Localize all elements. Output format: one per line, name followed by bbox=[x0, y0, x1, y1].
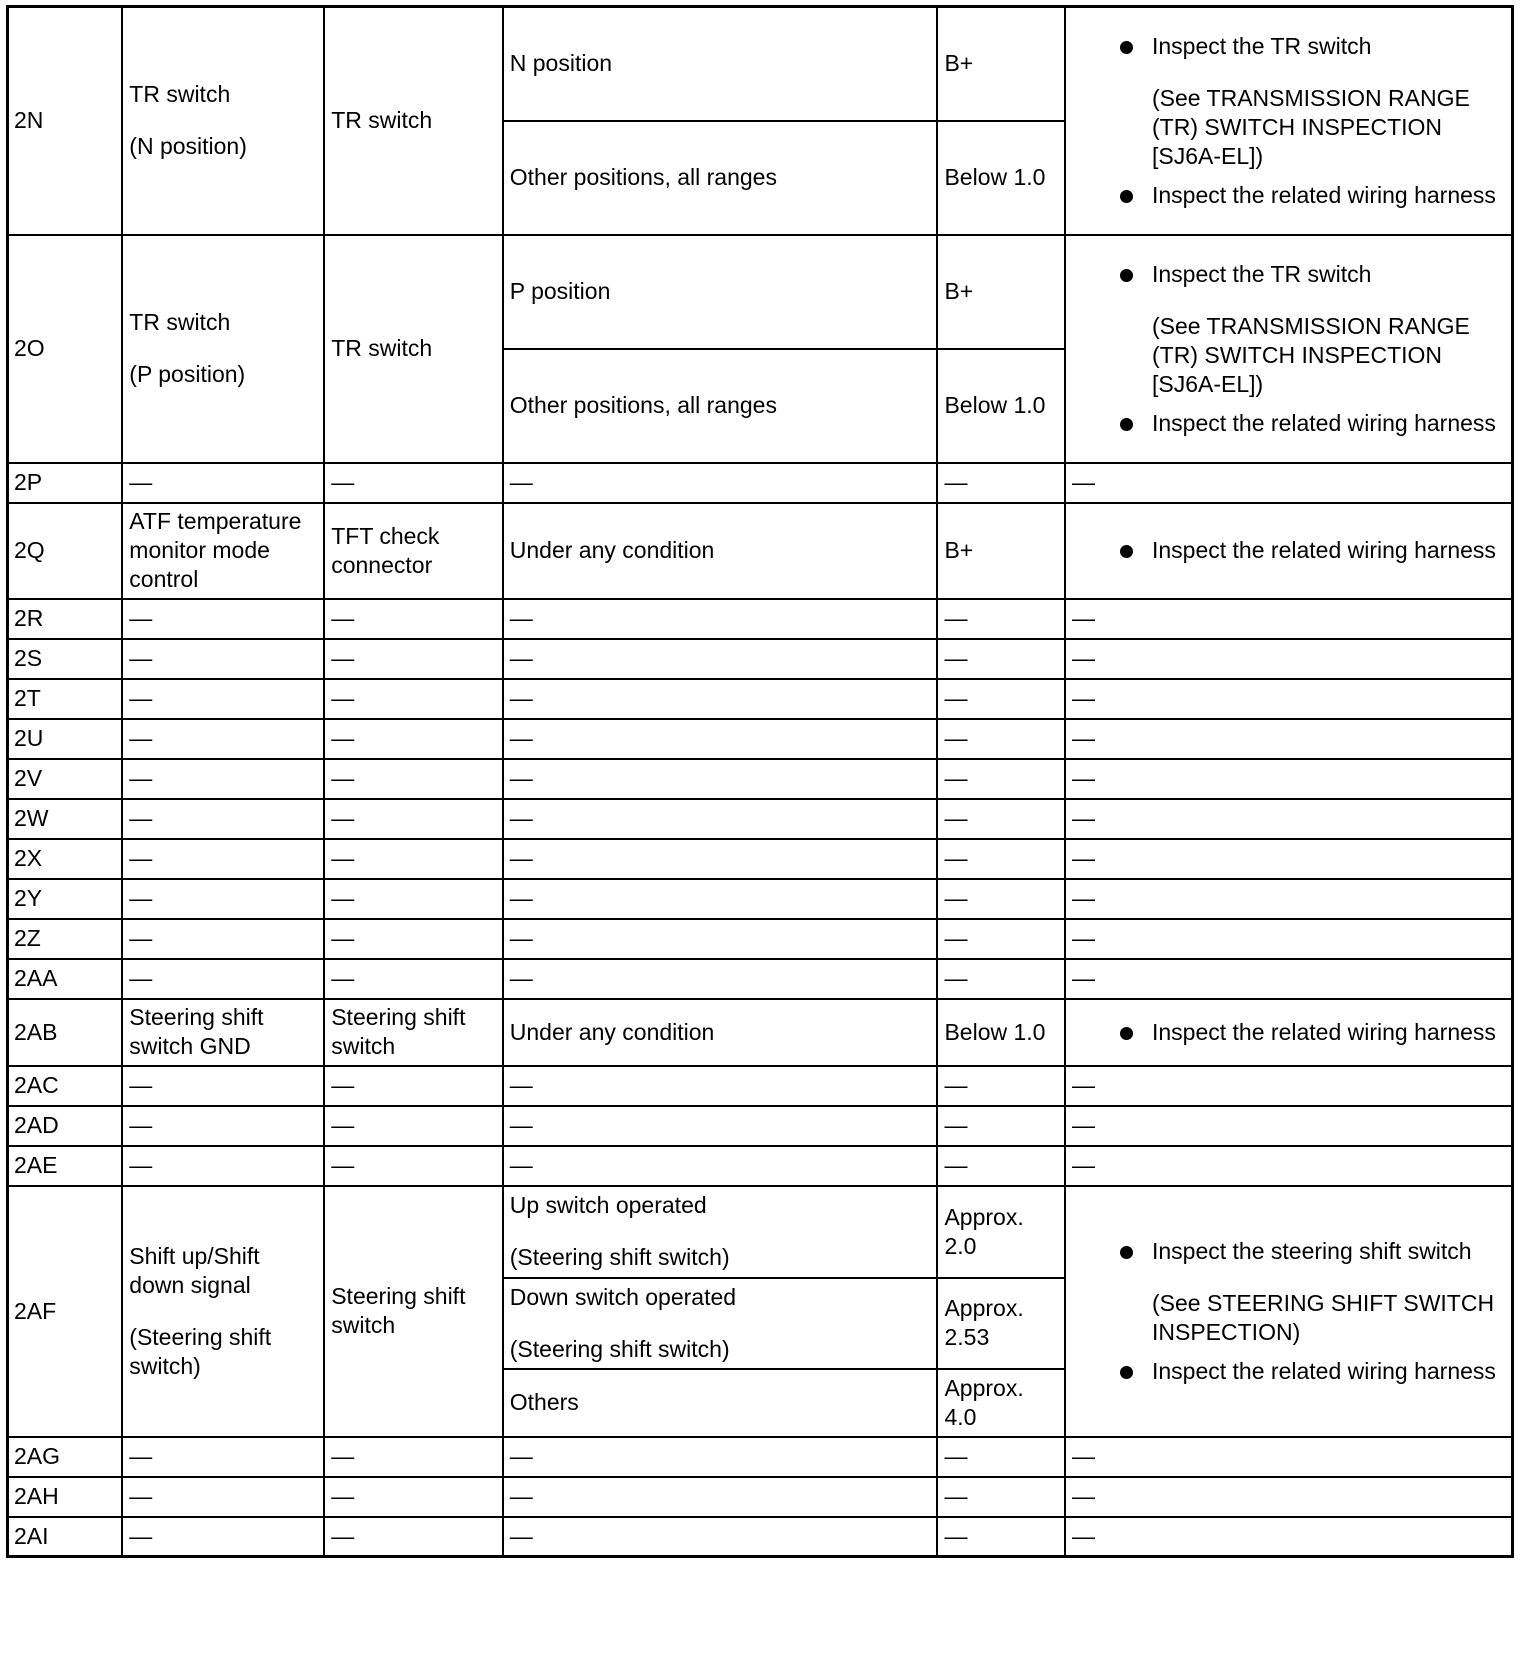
standard-value-cell: — bbox=[937, 759, 1065, 799]
measurement-item-cell: — bbox=[324, 759, 503, 799]
table-row bbox=[8, 1146, 1513, 1186]
measurement-condition-cell bbox=[503, 7, 938, 121]
action-cell: — bbox=[1065, 1437, 1513, 1477]
connected-to-cell: — bbox=[122, 679, 324, 719]
condition-text: Down switch operated bbox=[509, 1283, 737, 1310]
standard-value-cell: — bbox=[937, 1517, 1065, 1557]
standard-value-cell: — bbox=[937, 959, 1065, 999]
standard-value-cell: Below 1.0 bbox=[937, 999, 1065, 1066]
connected-to-cell: — bbox=[122, 599, 324, 639]
connected-to-cell: — bbox=[122, 959, 324, 999]
measurement-condition-cell: — bbox=[503, 639, 938, 679]
measurement-item-cell: — bbox=[324, 1106, 503, 1146]
measurement-item-cell: — bbox=[324, 1437, 503, 1477]
condition-text: Under any condition bbox=[509, 537, 715, 563]
connected-to-text: Steering shift switch GND bbox=[129, 1004, 264, 1059]
connected-to-text: ATF temperature monitor mode control bbox=[129, 508, 302, 592]
action-list bbox=[1072, 1237, 1505, 1386]
action-note: (See TRANSMISSION RANGE (TR) SWITCH INSPECTION [SJ6A-EL]) bbox=[1152, 312, 1470, 397]
action-note: (See TRANSMISSION RANGE (TR) SWITCH INSPECTION [SJ6A-EL]) bbox=[1152, 84, 1470, 169]
action-cell: — bbox=[1065, 639, 1513, 679]
terminal-cell: 2S bbox=[8, 639, 123, 679]
action-item bbox=[1072, 536, 1505, 565]
standard-value-cell: B+ bbox=[937, 503, 1065, 599]
action-cell: — bbox=[1065, 719, 1513, 759]
table-row bbox=[8, 235, 1513, 349]
measurement-item-cell: — bbox=[324, 879, 503, 919]
terminal-cell: 2P bbox=[8, 463, 123, 503]
action-item bbox=[1072, 409, 1505, 438]
measurement-condition-cell bbox=[503, 349, 938, 463]
measurement-item-cell: — bbox=[324, 679, 503, 719]
action-cell: — bbox=[1065, 1146, 1513, 1186]
standard-value-cell: — bbox=[937, 1477, 1065, 1517]
table-row bbox=[8, 1066, 1513, 1106]
action-cell: — bbox=[1065, 919, 1513, 959]
measurement-condition-cell: — bbox=[503, 1066, 938, 1106]
standard-value-cell: — bbox=[937, 463, 1065, 503]
measurement-item-cell: — bbox=[324, 719, 503, 759]
action-text: Inspect the related wiring harness bbox=[1152, 409, 1496, 436]
action-item bbox=[1072, 32, 1505, 171]
standard-value-cell: — bbox=[937, 839, 1065, 879]
action-cell: — bbox=[1065, 463, 1513, 503]
table-row bbox=[8, 503, 1513, 599]
table-row bbox=[8, 599, 1513, 639]
action-item bbox=[1072, 1357, 1505, 1386]
table-row bbox=[8, 719, 1513, 759]
action-cell: — bbox=[1065, 1066, 1513, 1106]
table-row bbox=[8, 7, 1513, 121]
standard-value-cell: Below 1.0 bbox=[937, 121, 1065, 235]
table-row bbox=[8, 799, 1513, 839]
measurement-item-cell: — bbox=[324, 919, 503, 959]
measurement-item-cell: Steering shift switch bbox=[324, 999, 503, 1066]
terminal-cell: 2Y bbox=[8, 879, 123, 919]
action-cell bbox=[1065, 235, 1513, 463]
action-text: Inspect the TR switch bbox=[1152, 32, 1372, 59]
measurement-item-cell: Steering shift switch bbox=[324, 1186, 503, 1437]
standard-value-cell: — bbox=[937, 919, 1065, 959]
standard-value-cell: — bbox=[937, 639, 1065, 679]
terminal-cell: 2AC bbox=[8, 1066, 123, 1106]
action-text: Inspect the related wiring harness bbox=[1152, 537, 1496, 563]
table-row bbox=[8, 879, 1513, 919]
bullet-icon bbox=[1120, 418, 1133, 431]
action-cell: — bbox=[1065, 1477, 1513, 1517]
measurement-condition-cell: — bbox=[503, 1106, 938, 1146]
standard-value-cell: — bbox=[937, 1066, 1065, 1106]
connected-to-cell: — bbox=[122, 759, 324, 799]
standard-value-cell: Below 1.0 bbox=[937, 349, 1065, 463]
terminal-cell: 2U bbox=[8, 719, 123, 759]
standard-value-cell: — bbox=[937, 1106, 1065, 1146]
connected-to-text: (N position) bbox=[129, 133, 247, 160]
connected-to-cell: — bbox=[122, 1146, 324, 1186]
table-row bbox=[8, 679, 1513, 719]
action-cell: — bbox=[1065, 759, 1513, 799]
table-row bbox=[8, 1106, 1513, 1146]
action-cell: — bbox=[1065, 1517, 1513, 1557]
measurement-item-cell: TR switch bbox=[324, 7, 503, 235]
measurement-item-cell: — bbox=[324, 959, 503, 999]
terminal-cell: 2N bbox=[8, 7, 123, 235]
terminal-cell: 2W bbox=[8, 799, 123, 839]
measurement-item-cell: TR switch bbox=[324, 235, 503, 463]
standard-value-cell: Approx. 2.53 bbox=[937, 1278, 1065, 1369]
bullet-icon bbox=[1120, 545, 1133, 558]
connected-to-cell: — bbox=[122, 1106, 324, 1146]
action-cell: — bbox=[1065, 1106, 1513, 1146]
condition-text: N position bbox=[509, 50, 613, 77]
table-row bbox=[8, 639, 1513, 679]
measurement-item-cell: — bbox=[324, 463, 503, 503]
measurement-condition-cell: — bbox=[503, 679, 938, 719]
measurement-condition-cell bbox=[503, 1369, 938, 1437]
standard-value-cell: — bbox=[937, 1437, 1065, 1477]
bullet-icon bbox=[1120, 41, 1133, 54]
terminal-cell: 2Q bbox=[8, 503, 123, 599]
action-item bbox=[1072, 1237, 1505, 1347]
measurement-condition-cell: — bbox=[503, 1517, 938, 1557]
action-item bbox=[1072, 260, 1505, 399]
standard-value-cell: B+ bbox=[937, 235, 1065, 349]
connected-to-text: (Steering shift switch) bbox=[129, 1323, 272, 1379]
table-row bbox=[8, 1517, 1513, 1557]
bullet-icon bbox=[1120, 1246, 1133, 1259]
table-row bbox=[8, 1186, 1513, 1278]
measurement-condition-cell bbox=[503, 1278, 938, 1369]
terminal-cell: 2R bbox=[8, 599, 123, 639]
measurement-item-cell: TFT check connector bbox=[324, 503, 503, 599]
connected-to-cell: — bbox=[122, 1517, 324, 1557]
measurement-condition-cell: — bbox=[503, 1146, 938, 1186]
measurement-condition-cell bbox=[503, 235, 938, 349]
action-cell: — bbox=[1065, 599, 1513, 639]
standard-value-cell: — bbox=[937, 679, 1065, 719]
standard-value-cell: — bbox=[937, 599, 1065, 639]
terminal-cell: 2AH bbox=[8, 1477, 123, 1517]
connected-to-text: (P position) bbox=[129, 361, 246, 387]
measurement-condition-cell: — bbox=[503, 839, 938, 879]
action-cell bbox=[1065, 503, 1513, 599]
measurement-item-cell: — bbox=[324, 1517, 503, 1557]
action-cell: — bbox=[1065, 679, 1513, 719]
bullet-icon bbox=[1120, 190, 1133, 203]
terminal-cell: 2AD bbox=[8, 1106, 123, 1146]
measurement-condition-cell: — bbox=[503, 1437, 938, 1477]
connected-to-cell: — bbox=[122, 463, 324, 503]
action-note: (See STEERING SHIFT SWITCH INSPECTION) bbox=[1152, 1289, 1495, 1345]
condition-text: (Steering shift switch) bbox=[509, 1335, 730, 1362]
connected-to-cell: — bbox=[122, 1477, 324, 1517]
measurement-condition-cell: — bbox=[503, 599, 938, 639]
action-text: Inspect the related wiring harness bbox=[1152, 1018, 1496, 1045]
table-row bbox=[8, 1437, 1513, 1477]
measurement-condition-cell: — bbox=[503, 719, 938, 759]
action-list bbox=[1072, 1018, 1505, 1047]
measurement-item-cell: — bbox=[324, 1477, 503, 1517]
bullet-icon bbox=[1120, 1027, 1133, 1040]
table-body bbox=[8, 7, 1513, 1557]
terminal-cell: 2T bbox=[8, 679, 123, 719]
connected-to-cell bbox=[122, 503, 324, 599]
standard-value-cell: — bbox=[937, 879, 1065, 919]
action-text: Inspect the steering shift switch bbox=[1152, 1237, 1472, 1264]
action-list bbox=[1072, 260, 1505, 438]
condition-text: Other positions, all ranges bbox=[509, 164, 777, 190]
measurement-condition-cell bbox=[503, 999, 938, 1066]
terminal-cell: 2AB bbox=[8, 999, 123, 1066]
condition-text: Under any condition bbox=[509, 1018, 715, 1045]
table-row bbox=[8, 839, 1513, 879]
action-text: Inspect the related wiring harness bbox=[1152, 181, 1496, 208]
condition-text: Up switch operated bbox=[509, 1192, 707, 1218]
measurement-condition-cell: — bbox=[503, 799, 938, 839]
measurement-condition-cell: — bbox=[503, 959, 938, 999]
terminal-cell: 2AF bbox=[8, 1186, 123, 1437]
connected-to-cell: — bbox=[122, 919, 324, 959]
action-cell: — bbox=[1065, 879, 1513, 919]
connected-to-cell: — bbox=[122, 839, 324, 879]
action-text: Inspect the related wiring harness bbox=[1152, 1357, 1496, 1384]
terminal-voltage-table-page bbox=[6, 5, 1514, 1558]
terminal-cell: 2AG bbox=[8, 1437, 123, 1477]
measurement-condition-cell bbox=[503, 1186, 938, 1278]
connected-to-cell bbox=[122, 235, 324, 463]
terminal-cell: 2AI bbox=[8, 1517, 123, 1557]
terminal-voltage-table bbox=[6, 5, 1514, 1558]
measurement-condition-cell: — bbox=[503, 463, 938, 503]
action-item bbox=[1072, 181, 1505, 210]
terminal-cell: 2V bbox=[8, 759, 123, 799]
action-cell: — bbox=[1065, 799, 1513, 839]
measurement-condition-cell: — bbox=[503, 919, 938, 959]
connected-to-text: TR switch bbox=[129, 81, 231, 108]
bullet-icon bbox=[1120, 269, 1133, 282]
measurement-condition-cell bbox=[503, 503, 938, 599]
measurement-item-cell: — bbox=[324, 639, 503, 679]
action-list bbox=[1072, 536, 1505, 565]
measurement-condition-cell: — bbox=[503, 879, 938, 919]
action-text: Inspect the TR switch bbox=[1152, 260, 1372, 287]
connected-to-cell: — bbox=[122, 1066, 324, 1106]
connected-to-text: TR switch bbox=[129, 309, 231, 335]
table-row bbox=[8, 463, 1513, 503]
measurement-item-cell: — bbox=[324, 1146, 503, 1186]
standard-value-cell: — bbox=[937, 1146, 1065, 1186]
connected-to-cell bbox=[122, 1186, 324, 1437]
action-list bbox=[1072, 32, 1505, 210]
condition-text: P position bbox=[509, 278, 611, 304]
terminal-cell: 2Z bbox=[8, 919, 123, 959]
action-item bbox=[1072, 1018, 1505, 1047]
connected-to-cell: — bbox=[122, 639, 324, 679]
terminal-cell: 2AA bbox=[8, 959, 123, 999]
measurement-item-cell: — bbox=[324, 839, 503, 879]
measurement-item-cell: — bbox=[324, 599, 503, 639]
standard-value-cell: Approx. 4.0 bbox=[937, 1369, 1065, 1437]
action-cell bbox=[1065, 1186, 1513, 1437]
standard-value-cell: B+ bbox=[937, 7, 1065, 121]
connected-to-cell: — bbox=[122, 799, 324, 839]
table-row bbox=[8, 1477, 1513, 1517]
measurement-condition-cell: — bbox=[503, 1477, 938, 1517]
terminal-cell: 2AE bbox=[8, 1146, 123, 1186]
condition-text: Other positions, all ranges bbox=[509, 392, 777, 418]
terminal-cell: 2X bbox=[8, 839, 123, 879]
action-cell: — bbox=[1065, 959, 1513, 999]
standard-value-cell: — bbox=[937, 719, 1065, 759]
terminal-cell: 2O bbox=[8, 235, 123, 463]
measurement-condition-cell: — bbox=[503, 759, 938, 799]
measurement-item-cell: — bbox=[324, 1066, 503, 1106]
measurement-item-cell: — bbox=[324, 799, 503, 839]
action-cell bbox=[1065, 7, 1513, 235]
condition-text: Others bbox=[509, 1389, 579, 1415]
condition-text: (Steering shift switch) bbox=[509, 1244, 730, 1270]
connected-to-text: Shift up/Shift down signal bbox=[129, 1242, 260, 1298]
bullet-icon bbox=[1120, 1366, 1133, 1379]
measurement-condition-cell bbox=[503, 121, 938, 235]
standard-value-cell: — bbox=[937, 799, 1065, 839]
connected-to-cell bbox=[122, 7, 324, 235]
action-cell: — bbox=[1065, 839, 1513, 879]
connected-to-cell: — bbox=[122, 879, 324, 919]
connected-to-cell: — bbox=[122, 1437, 324, 1477]
table-row bbox=[8, 759, 1513, 799]
standard-value-cell: Approx. 2.0 bbox=[937, 1186, 1065, 1278]
table-row bbox=[8, 959, 1513, 999]
connected-to-cell: — bbox=[122, 719, 324, 759]
action-cell bbox=[1065, 999, 1513, 1066]
table-row bbox=[8, 919, 1513, 959]
table-row bbox=[8, 999, 1513, 1066]
connected-to-cell bbox=[122, 999, 324, 1066]
